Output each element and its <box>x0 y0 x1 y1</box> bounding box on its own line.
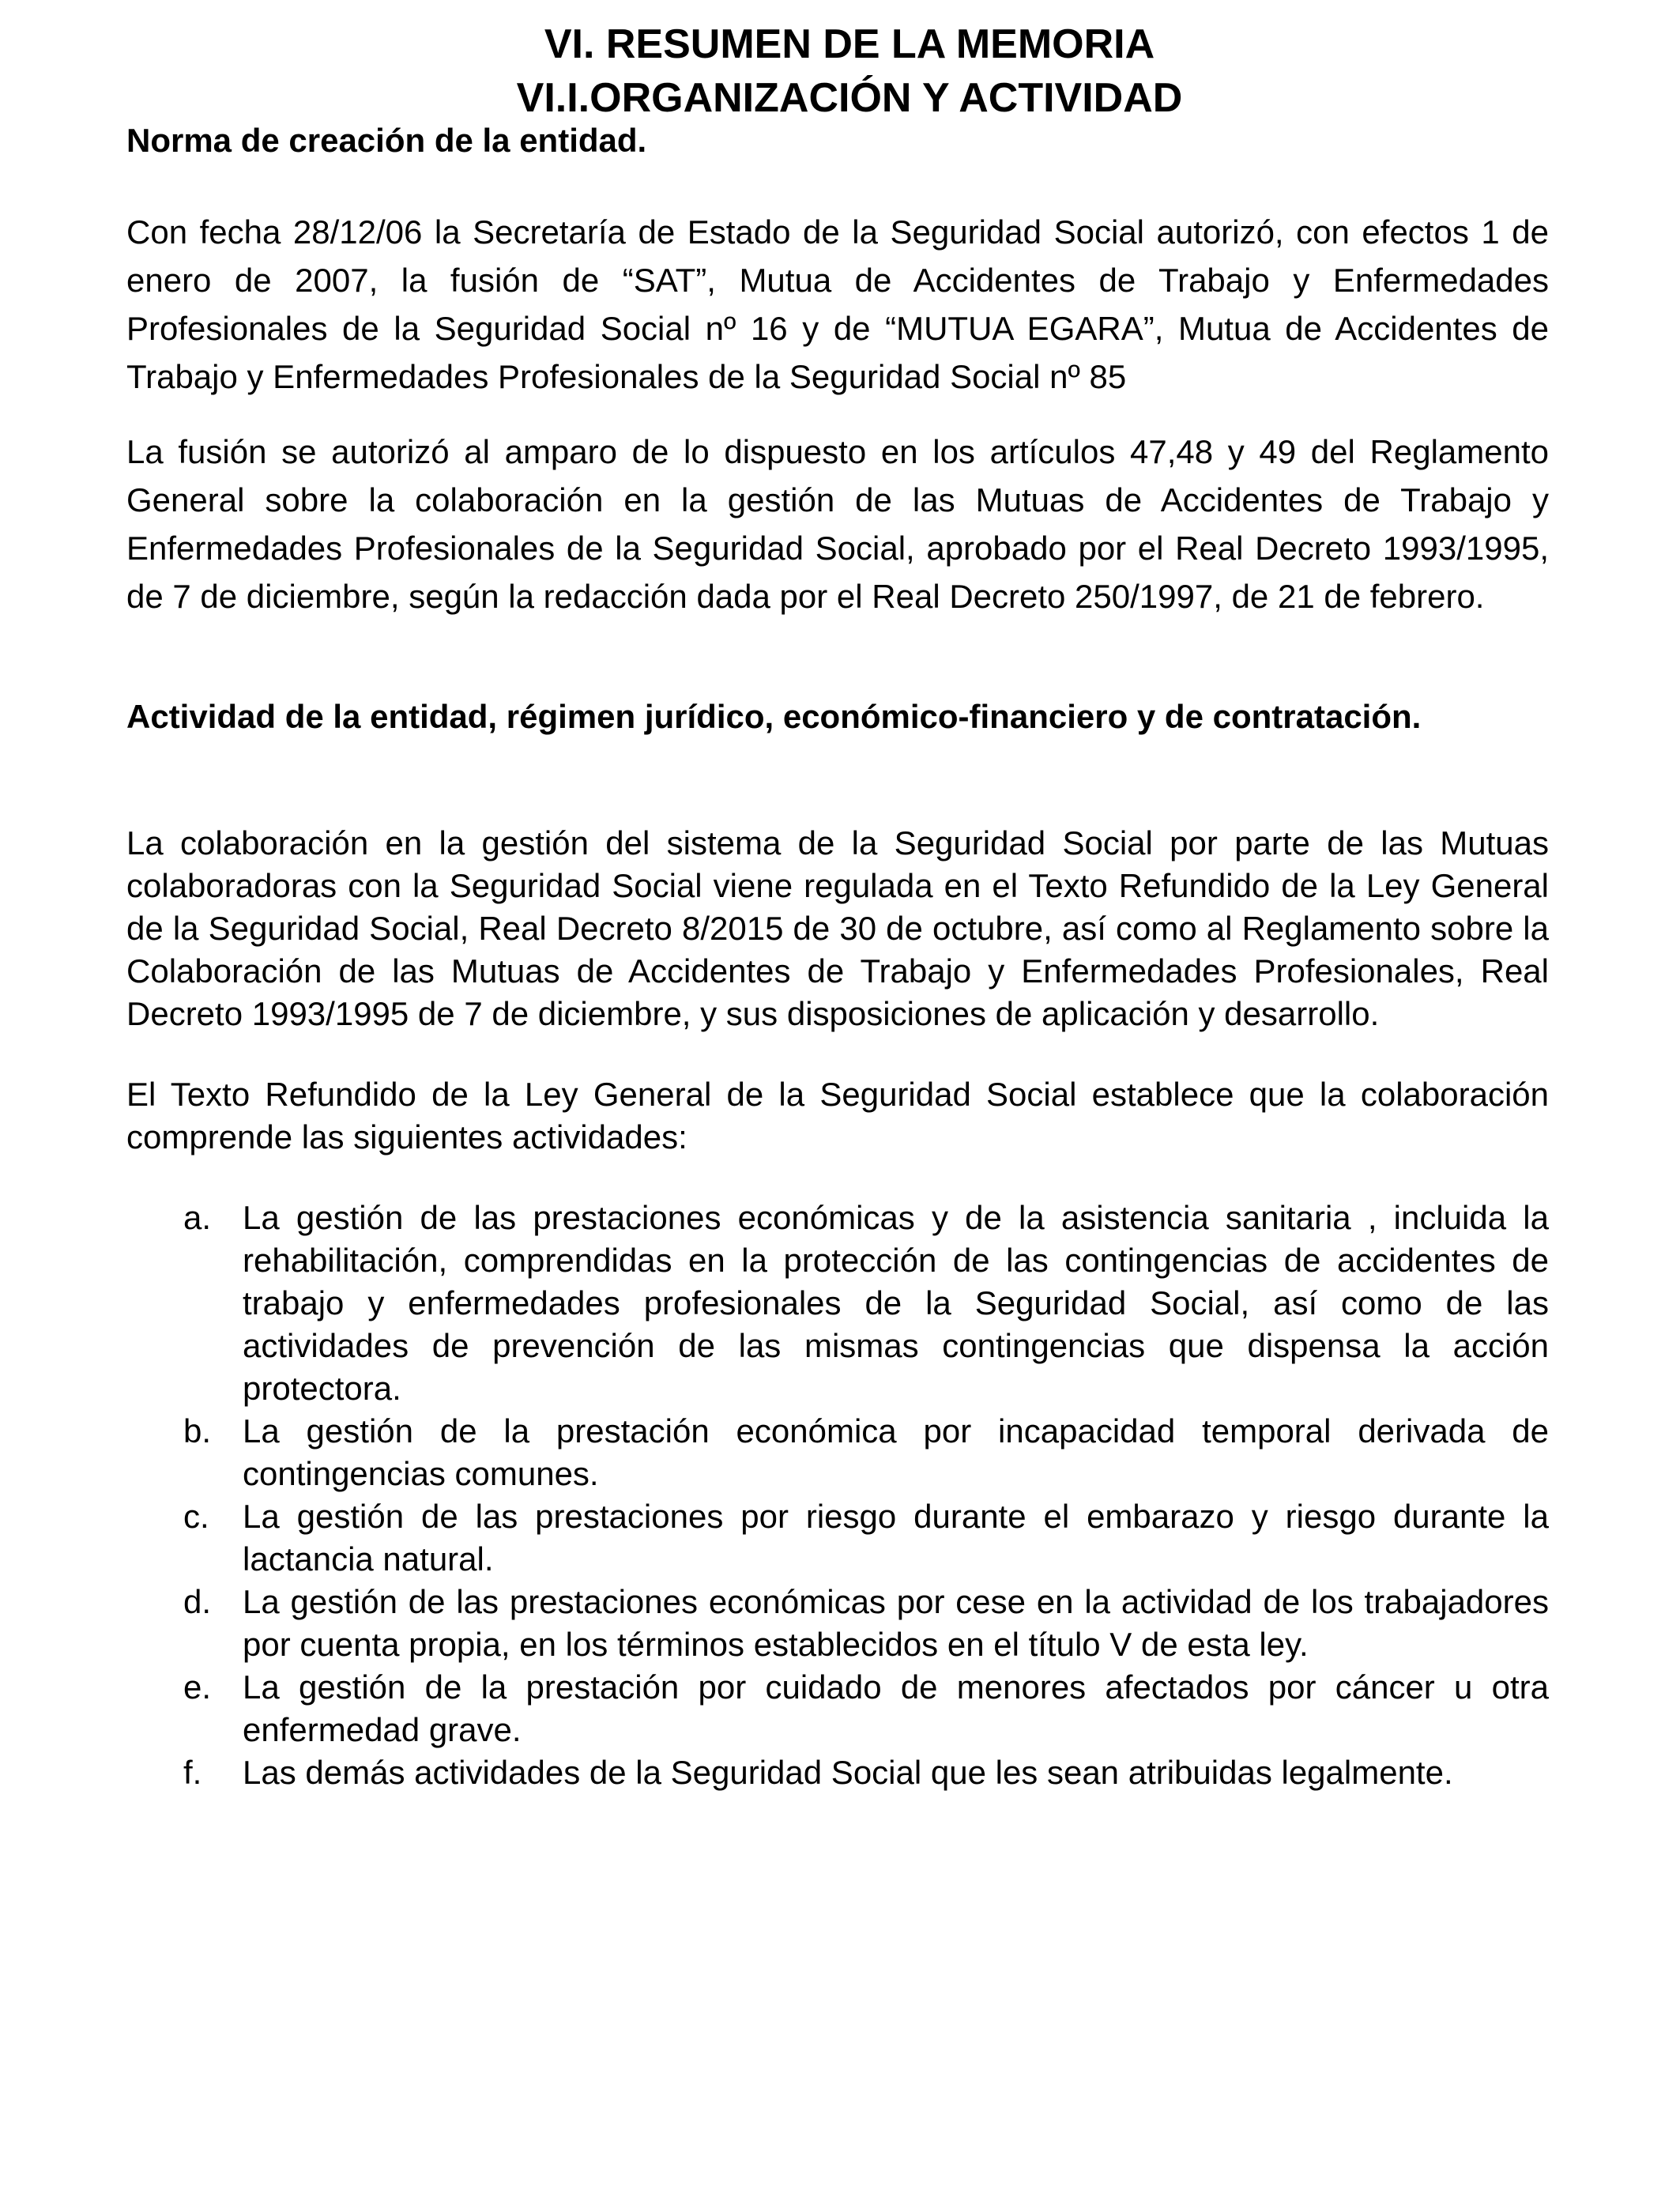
list-item-text: La gestión de la prestación por cuidado de menores afectados por cáncer u otra enfermedad grave. <box>243 1668 1549 1748</box>
section-heading-norma: Norma de creación de la entidad. <box>126 122 647 159</box>
list-item <box>126 1410 1549 1495</box>
document-page <box>126 17 1549 1794</box>
list-marker: e. <box>183 1668 212 1706</box>
paragraph-colaboracion: La colaboración en la gestión del sistema de la Seguridad Social por parte de las Mutuas colaboradoras con la Seguridad Social viene regulada en el Texto Refundido de la Ley General de la Seguridad Social, Real Decreto 8/2015 de 30 de octubre, así como al Reglamento sobre la Colaboración de las Mutuas de Accidentes de Trabajo y Enfermedades Profesionales, Real Decreto 1993/1995 de 7 de diciembre, y sus disposiciones de aplicación y desarrollo. <box>126 824 1549 1032</box>
page-title <box>126 17 1549 125</box>
list-item <box>126 1197 1549 1410</box>
title-line-1: VI. RESUMEN DE LA MEMORIA <box>544 21 1155 67</box>
list-item <box>126 1581 1549 1666</box>
list-marker: a. <box>183 1199 212 1236</box>
title-line-2: VI.I.ORGANIZACIÓN Y ACTIVIDAD <box>516 75 1183 121</box>
list-marker: b. <box>183 1412 212 1449</box>
list-item-text: La gestión de las prestaciones económicas por cese en la actividad de los trabajadores por cuenta propia, en los términos establecidos en el título V de esta ley. <box>243 1583 1549 1663</box>
section-heading-actividad: Actividad de la entidad, régimen jurídico, económico-financiero y de contratación. <box>126 698 1422 735</box>
list-item-text: La gestión de la prestación económica por incapacidad temporal derivada de contingencias comunes. <box>243 1412 1549 1492</box>
paragraph-fusion-date: Con fecha 28/12/06 la Secretaría de Estado de la Seguridad Social autorizó, con efectos 1 de enero de 2007, la fusión de “SAT”, Mutua de Accidentes de Trabajo y Enfermedades Profesionales de la Seguridad Social nº 16 y de “MUTUA EGARA”, Mutua de Accidentes de Trabajo y Enfermedades Profesionales de la Seguridad Social nº 85 <box>126 213 1549 395</box>
list-marker: d. <box>183 1583 212 1620</box>
list-marker: c. <box>183 1498 209 1535</box>
list-item-text: Las demás actividades de la Seguridad Social que les sean atribuidas legalmente. <box>243 1754 1453 1791</box>
list-marker: f. <box>183 1754 202 1791</box>
list-item-text: La gestión de las prestaciones por riesgo durante el embarazo y riesgo durante la lactancia natural. <box>243 1498 1549 1578</box>
list-item <box>126 1751 1549 1794</box>
list-item-text: La gestión de las prestaciones económicas y de la asistencia sanitaria , incluida la rehabilitación, comprendidas en la protección de las contingencias de accidentes de trabajo y enfermedades profesionales de la Seguridad Social, así como de las actividades de prevención de las mismas contingencias que dispensa la acción protectora. <box>243 1199 1549 1407</box>
activities-list <box>126 1197 1549 1794</box>
paragraph-fusion-legal: La fusión se autorizó al amparo de lo dispuesto en los artículos 47,48 y 49 del Reglamento General sobre la colaboración en la gestión de las Mutuas de Accidentes de Trabajo y Enfermedades Profesionales de la Seguridad Social, aprobado por el Real Decreto 1993/1995, de 7 de diciembre, según la redacción dada por el Real Decreto 250/1997, de 21 de febrero. <box>126 433 1549 615</box>
list-item <box>126 1495 1549 1581</box>
paragraph-actividades-intro: El Texto Refundido de la Ley General de la Seguridad Social establece que la colaboración comprende las siguientes actividades: <box>126 1076 1549 1155</box>
list-item <box>126 1666 1549 1751</box>
